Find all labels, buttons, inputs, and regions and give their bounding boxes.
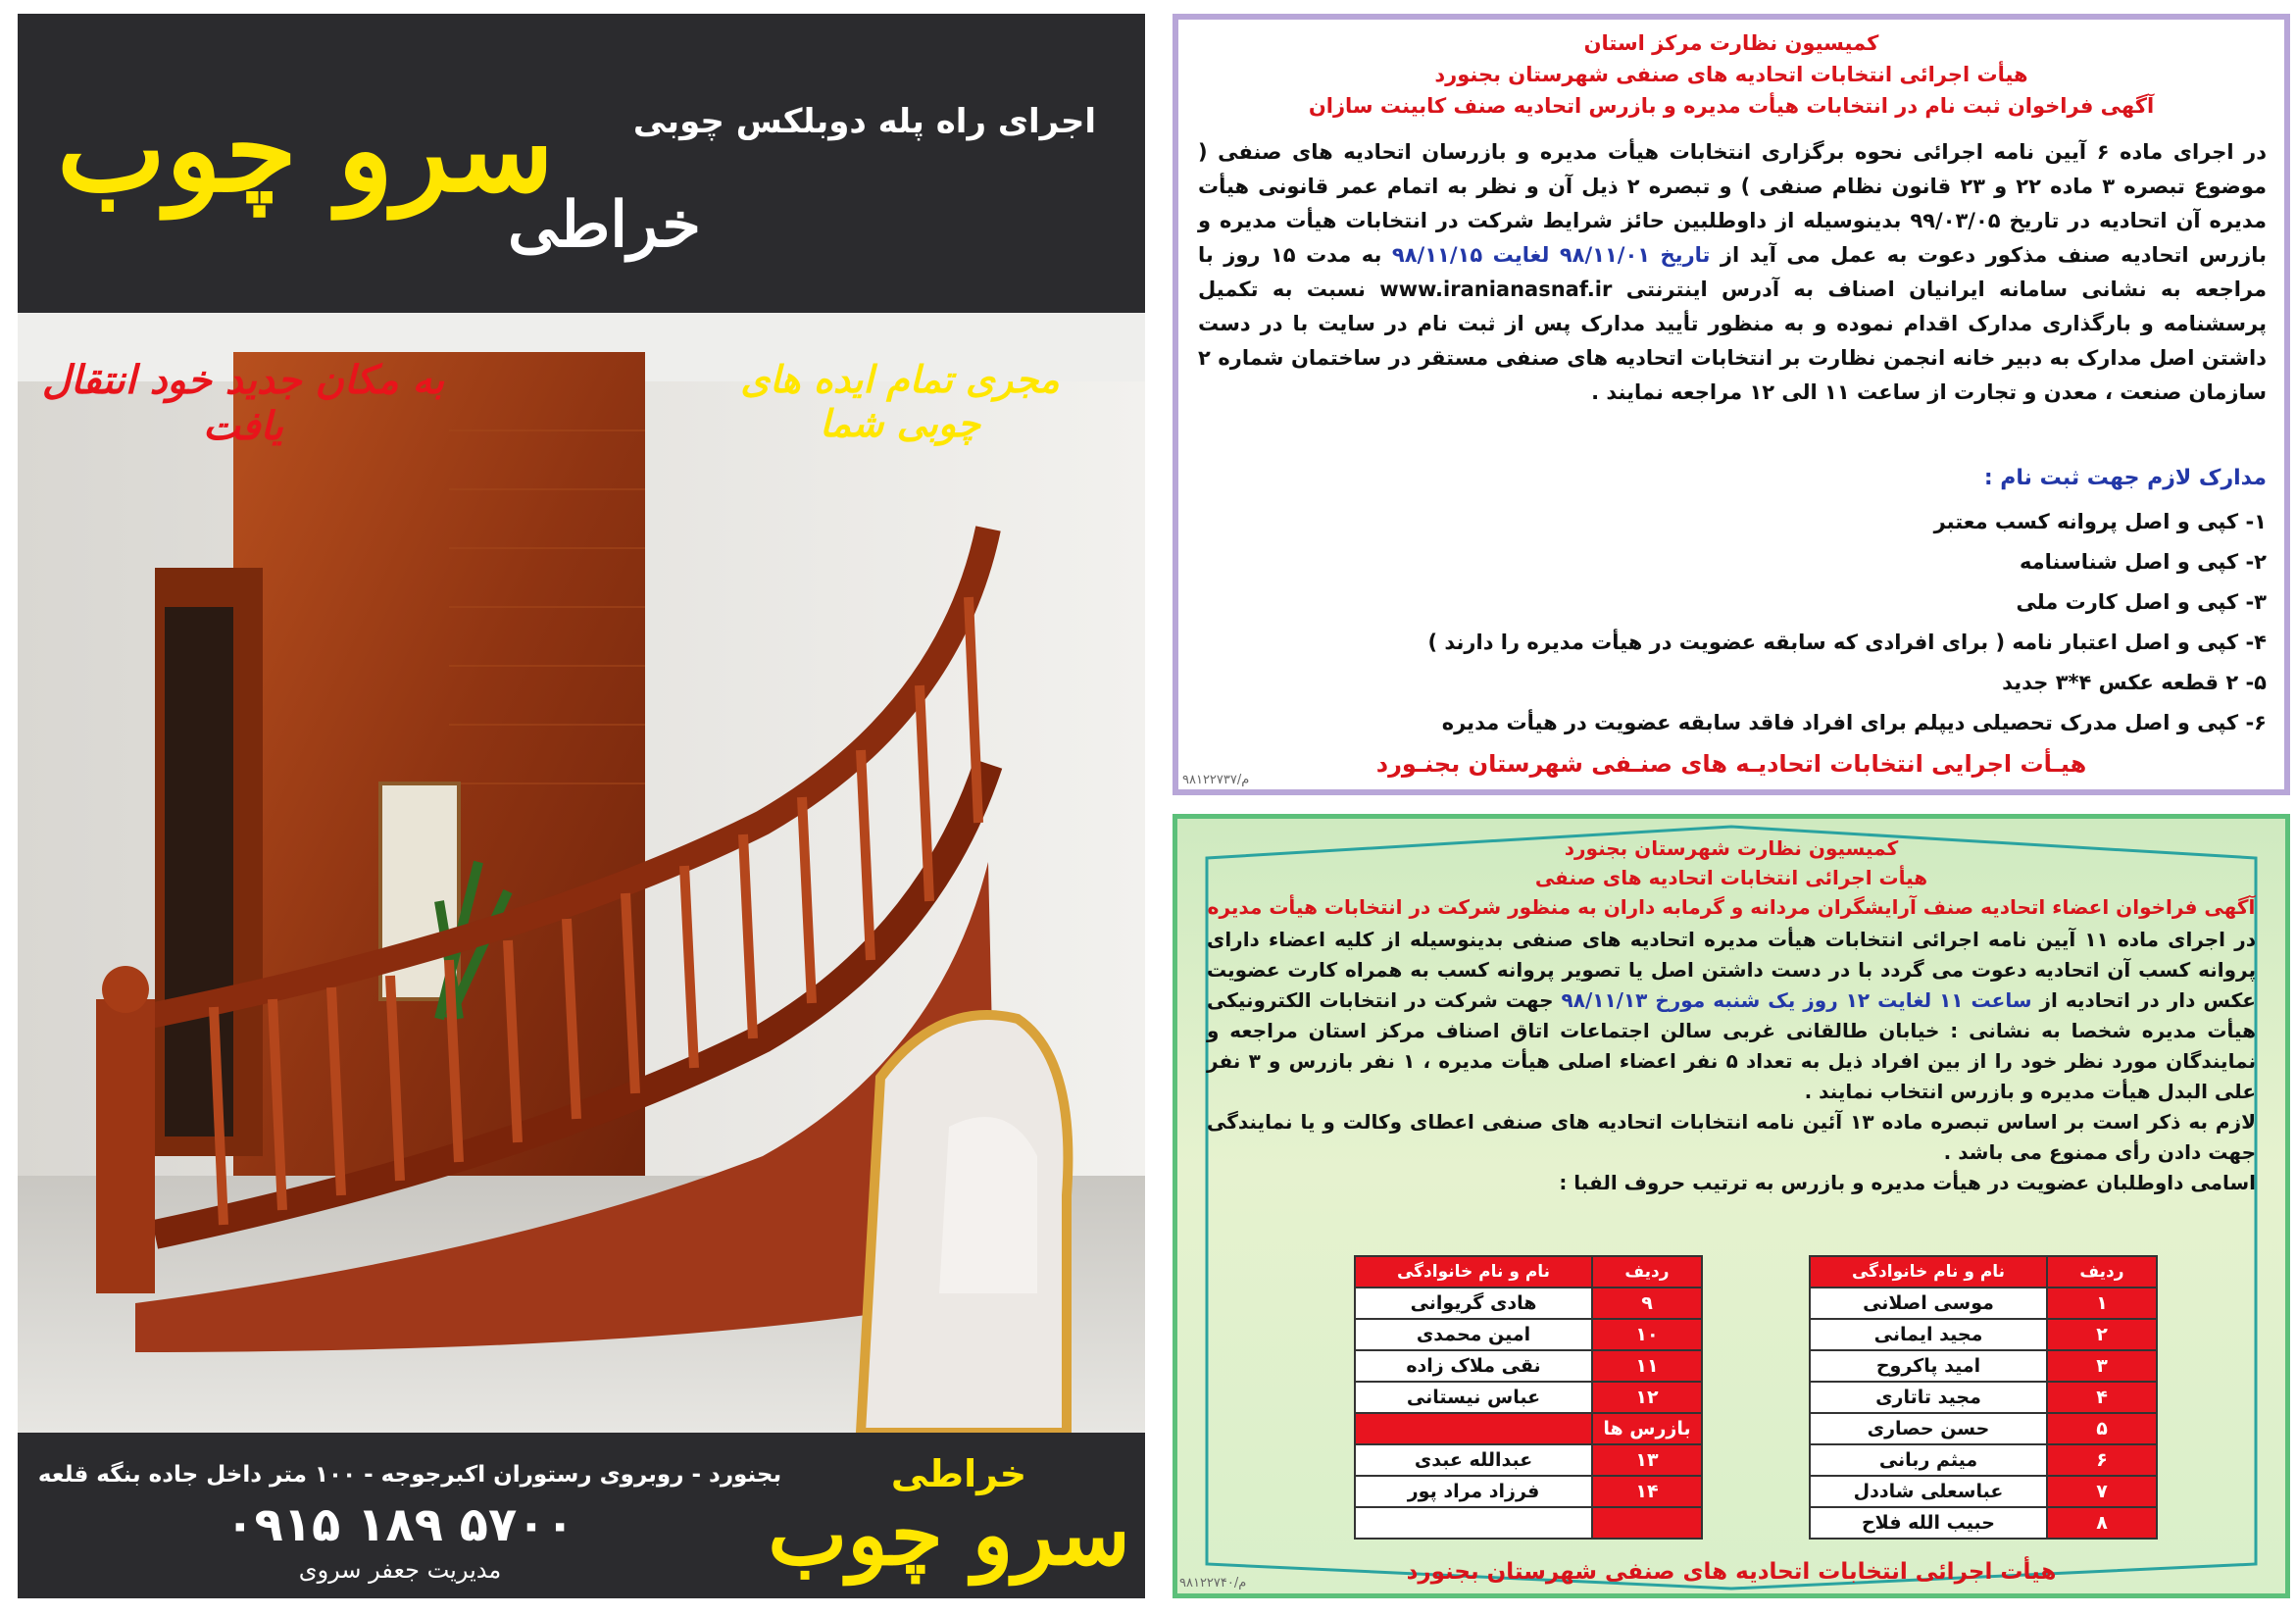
footer-brand: سرو چوب	[768, 1486, 1130, 1585]
notice1-heading-2: هیأت اجرائی انتخابات اتحادیه های صنفی شهرستان بجنورد	[1434, 63, 2028, 86]
table-row: ۵ حسن حصاری	[1810, 1413, 2157, 1444]
column-header: نام و نام خانوادگی	[1355, 1256, 1592, 1288]
advert-headline: اجرای راه پله دوبلکس چوبی	[632, 102, 1096, 141]
notice2-body-part-c: لازم به ذکر است بر اساس تبصره ماده ۱۳ آئین نامه انتخابات اتحادیه های صنفی اعطای وکالت و یا نمایندگی جهت دادن رأی ممنوع می باشد .	[1207, 1110, 2256, 1164]
table-row: بازرس ها	[1355, 1413, 1702, 1444]
table-row: ۱۴ فرزاد مراد پور	[1355, 1476, 1702, 1507]
column-header: ردیف	[1592, 1256, 1702, 1288]
notice1-body-part-a: در اجرای ماده ۶ آیین نامه اجرائی نحوه برگزاری انتخابات هیأت مدیره و بازرسان اتحادیه های صنفی ( موضوع تبصره ۳ ماده ۲۲ و ۲۳ قانون نظام صنفی ) و تبصره ۲ ذیل آن و نظر به اتمام عمر قانونی هیأت مدیره آن اتحادیه در تاریخ ۹۹/۰۳/۰۵ بدینوسیله از داوطلبین حائز شرایط شرکت در انتخابات هیأت مدیره و بازرس اتحادیه صنف مذکور دعوت به عمل می آید از	[1198, 140, 2268, 267]
staircase-photo	[18, 313, 1145, 1433]
document-item: ۳- کپی و اصل کارت ملی	[2016, 590, 2267, 614]
manager-name: مدیریت جعفر سروی	[298, 1556, 502, 1584]
column-header: ردیف	[2047, 1256, 2157, 1288]
table-row: ۷ عباسعلی شاددل	[1810, 1476, 2157, 1507]
table-row: ۹ هادی گریوانی	[1355, 1288, 1702, 1319]
table-row: ۸ حبیب الله فلاح	[1810, 1507, 2157, 1539]
required-documents-list	[1198, 502, 2267, 743]
notice2-body-part-a: در اجرای ماده ۱۱ آیین نامه اجرائی انتخابات هیأت مدیره اتحادیه های صنفی بدینوسیله از کلیه اعضاء دارای پروانه کسب آن اتحادیه دعوت می گردد با در دست داشتن اصل یا تصویر پروانه کسب به همراه کارت عضویت عکس دار در اتحادیه از	[1207, 928, 2256, 1012]
document-item: ۲- کپی و اصل شناسنامه	[2019, 550, 2267, 574]
notice1-body-part-b: به مدت ۱۵ روز با مراجعه به نشانی سامانه ایرانیان اصناف به آدرس اینترنتی www.iranianasnaf.ir نسبت به تکمیل پرسشنامه و بارگذاری مدارک اقدام نموده و به منظور تأیید مدارک پس از ثبت نام در سایت با در دست داشتن اصل مدارک به دبیر خانه انجمن نظارت بر انتخابات اتحادیه های صنفی مستقر در ساختمان شماره ۲ سازمان صنعت ، معدن و تجارت از ساعت ۱۱ الی ۱۲ مراجعه نمایند .	[1198, 243, 2267, 404]
advert-footer	[18, 1433, 1145, 1598]
table-row: ۳ امید پاکروح	[1810, 1350, 2157, 1382]
table-row: ۱۲ عباس نیستانی	[1355, 1382, 1702, 1413]
notice2-election-time: ساعت ۱۱ لغایت ۱۲ روز یک شنبه مورخ ۹۸/۱۱/۱۳	[1561, 988, 2032, 1012]
document-item: ۴- کپی و اصل اعتبار نامه ( برای افرادی که سابقه عضویت در هیأت مدیره را دارند )	[1427, 631, 2267, 654]
candidate-table-right	[1809, 1255, 2158, 1540]
wood-stair-advert	[18, 14, 1145, 1598]
candidate-table-left	[1354, 1255, 1703, 1540]
table-row: ۱۳ عبدالله عبدی	[1355, 1444, 1702, 1476]
notice1-registration-dates: تاریخ ۹۸/۱۱/۰۱ لغایت ۹۸/۱۱/۱۵	[1391, 243, 1711, 267]
table-row: ۱۰ امین محمدی	[1355, 1319, 1702, 1350]
table-row	[1355, 1507, 1702, 1539]
tagline-ideas: مجری تمام ایده های چوبی شما	[740, 357, 1060, 445]
advert-header	[18, 14, 1145, 313]
notice1-footer: هیـأت اجرایی انتخابات اتحادیـه های صنـفی شهرستان بجنـورد	[1375, 750, 2087, 778]
phone-number: ۰۹۱۵ ۱۸۹ ۵۷۰۰	[225, 1497, 574, 1552]
notice2-heading-1: کمیسیون نظارت شهرستان بجنورد	[1564, 836, 1899, 860]
notice2-code: ۹۸۱۲۲۷۴۰/م	[1179, 1576, 1247, 1591]
candidate-list-title: اسامی داوطلبان عضویت در هیأت مدیره و بازرس به ترتیب حروف الفبا :	[1559, 1171, 2256, 1194]
footer-brand-subtitle: خراطی	[890, 1452, 1027, 1495]
notice2-body-part-b: جهت شرکت در انتخابات الکترونیکی هیأت مدیره شخصا به نشانی : خیابان طالقانی غربی سالن اجتماعات اتاق اصناف مرکز استان مراجعه و نمایندگان مورد نظر خود را از بین افراد ذیل به تعداد ۵ نفر اعضاء اصلی هیأت مدیره ، ۱ نفر بازرس و ۳ نفر علی البدل هیأت مدیره و بازرس انتخاب نمایند .	[1207, 988, 2256, 1103]
document-item: ۶- کپی و اصل مدرک تحصیلی دیپلم برای افراد فاقد سابقه عضویت در هیأت مدیره	[1441, 711, 2267, 734]
registration-notice	[1173, 14, 2290, 795]
brand-subtitle: خراطی	[508, 188, 701, 262]
document-item: ۵- ۲ قطعه عکس ۴*۳ جدید	[2002, 671, 2267, 694]
business-address: بجنورد - روبروی رستوران اکبرجوجه - ۱۰۰ متر داخل جاده بنگه قلعه	[37, 1462, 782, 1488]
required-documents-title: مدارک لازم جهت ثبت نام :	[1983, 466, 2267, 490]
notice2-footer: هیأت اجرائی انتخابات اتحادیه های صنفی شهرستان بجنورد	[1406, 1559, 2057, 1585]
column-header: نام و نام خانوادگی	[1810, 1256, 2047, 1288]
notice1-heading-3: آگهی فراخوان ثبت نام در انتخابات هیأت مدیره و بازرس اتحادیه صنف کابینت سازان	[1308, 94, 2155, 118]
notice1-heading-1: کمیسیون نظارت مرکز استان	[1583, 31, 1879, 55]
staircase-illustration	[18, 313, 1145, 1433]
table-row: ۱ موسی اصلانی	[1810, 1288, 2157, 1319]
tagline-moved: به مکان جدید خود انتقال یافت	[41, 357, 445, 449]
table-header	[1355, 1256, 1702, 1288]
brand-title: سرو چوب	[57, 81, 555, 218]
table-row: ۶ میثم ربانی	[1810, 1444, 2157, 1476]
table-header	[1810, 1256, 2157, 1288]
notice2-heading-3: آگهی فراخوان اعضاء اتحادیه صنف آرایشگران مردانه و گرمابه داران به منظور شرکت در انتخابات هیأت مدیره	[1207, 895, 2256, 919]
notice2-body	[1207, 925, 2256, 1198]
notice1-body	[1198, 135, 2267, 410]
notice1-code: ۹۸۱۲۲۷۳۷/م	[1182, 773, 1250, 787]
document-item: ۱- کپی و اصل پروانه کسب معتبر	[1933, 510, 2267, 533]
notice2-heading-2: هیأت اجرائی انتخابات اتحادیه های صنفی	[1534, 866, 1928, 889]
table-row: ۲ مجید ایمانی	[1810, 1319, 2157, 1350]
election-notice	[1173, 814, 2290, 1598]
table-row: ۱۱ نقی ملاک زاده	[1355, 1350, 1702, 1382]
table-row: ۴ مجید تاتاری	[1810, 1382, 2157, 1413]
